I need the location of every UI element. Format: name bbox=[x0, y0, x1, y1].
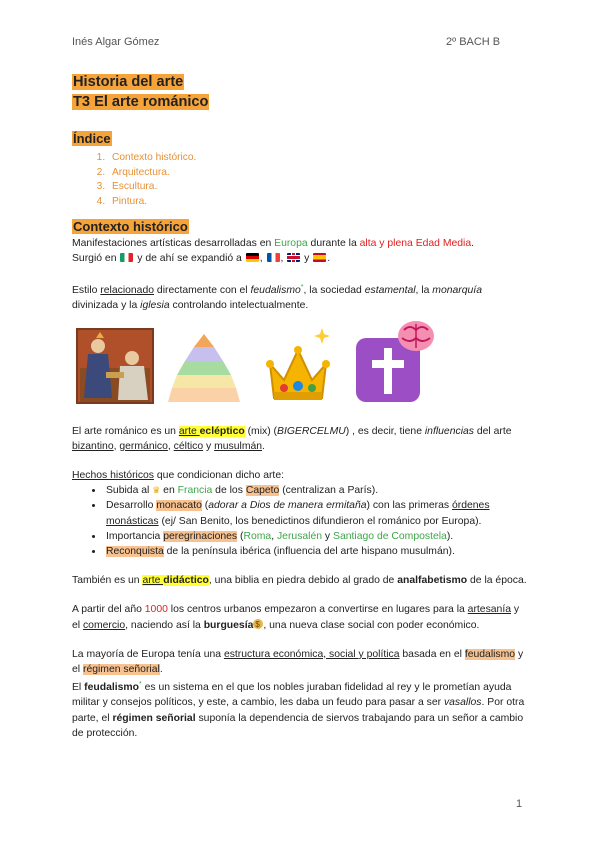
text: , bbox=[113, 440, 120, 452]
text: ) con las primeras bbox=[366, 500, 452, 512]
text: feudalismo bbox=[84, 682, 139, 694]
footnote-mark: * bbox=[139, 681, 142, 689]
text: que condicionan dicho arte: bbox=[154, 470, 284, 481]
text: de la península ibérica (influencia del arte hispano musulmán). bbox=[163, 546, 455, 558]
text: Surgió en bbox=[72, 252, 120, 264]
text: Francia bbox=[177, 485, 213, 497]
text: basada en el bbox=[399, 648, 465, 660]
paragraph bbox=[72, 573, 527, 588]
text: ( bbox=[201, 500, 209, 512]
text: ( bbox=[237, 530, 244, 542]
text: , la bbox=[415, 285, 433, 297]
text: vasallos bbox=[443, 697, 482, 709]
text: Estilo bbox=[72, 285, 101, 297]
text: y bbox=[301, 252, 313, 264]
context-heading: Contexto histórico bbox=[73, 218, 188, 234]
text: (ej/ San Benito, los benedictinos difundieron el románico por Europa). bbox=[158, 515, 482, 527]
index-item[interactable]: 1. Contexto histórico. bbox=[108, 151, 527, 166]
text-edad-media: alta y plena Edad Media bbox=[359, 237, 472, 249]
text: El arte románico es un bbox=[72, 425, 179, 437]
text: burguesía bbox=[203, 619, 254, 631]
title-line-2: T3 El arte románico bbox=[73, 94, 209, 110]
text: iglesia bbox=[140, 300, 170, 312]
facts-list bbox=[72, 483, 527, 559]
text: La mayoría de Europa tenía una bbox=[72, 648, 224, 660]
title-line-1: Historia del arte bbox=[73, 74, 184, 90]
text: y bbox=[203, 440, 215, 452]
text: A partir del año bbox=[72, 604, 145, 616]
text: régimen señorial bbox=[112, 712, 196, 724]
italy-flag-icon bbox=[120, 253, 133, 262]
text: Capeto bbox=[245, 485, 280, 497]
text: didáctico bbox=[163, 575, 209, 587]
paragraph bbox=[72, 251, 527, 266]
paragraph bbox=[72, 677, 527, 741]
index-list bbox=[72, 151, 527, 209]
text-europa: Europa bbox=[274, 237, 308, 249]
document-body bbox=[72, 72, 527, 741]
text: estructura económica, social y política bbox=[223, 648, 400, 660]
text: es un sistema en el que los nobles juraban fidelidad al rey y le prometían ayuda militar y consejos políticos, y este, a cambio, les daba un feudo para pasar a ser bbox=[72, 682, 512, 709]
text: Jerusalén bbox=[276, 530, 323, 542]
text: Santiago de Compostela bbox=[333, 530, 447, 542]
text: arte bbox=[178, 425, 200, 437]
text: 1000 bbox=[144, 604, 168, 616]
title-block bbox=[72, 72, 527, 112]
latin-cross-icon bbox=[352, 318, 438, 410]
text: órdenes monásticas bbox=[106, 500, 490, 527]
list-item bbox=[104, 498, 527, 528]
paragraph bbox=[72, 236, 527, 251]
text: de la época. bbox=[467, 575, 527, 587]
text: musulmán bbox=[214, 440, 263, 452]
text: suponía la dependencia de siervos trabajando para un señor a cambio de protección. bbox=[72, 712, 524, 739]
text: del arte bbox=[473, 425, 512, 437]
france-flag-icon bbox=[267, 253, 280, 262]
index-item[interactable]: 2. Arquitectura. bbox=[108, 166, 527, 181]
list-item bbox=[104, 483, 527, 498]
medieval-illustration bbox=[76, 328, 154, 404]
index-section bbox=[72, 130, 527, 210]
text: ) , es decir, tiene bbox=[345, 425, 425, 437]
uk-flag-icon bbox=[287, 253, 300, 262]
crown-icon bbox=[262, 324, 334, 408]
text: ). bbox=[446, 530, 454, 542]
text: , la sociedad bbox=[303, 285, 365, 297]
text: . bbox=[262, 440, 265, 452]
text: Reconquista bbox=[106, 546, 164, 558]
context-section bbox=[72, 218, 527, 741]
germany-flag-icon bbox=[246, 253, 259, 262]
text: Manifestaciones artísticas desarrolladas en bbox=[72, 237, 275, 249]
text: , una biblia en piedra debido al grado de bbox=[208, 575, 398, 587]
text: El bbox=[72, 682, 85, 694]
page-number: 1 bbox=[516, 798, 523, 810]
text: durante la bbox=[307, 237, 360, 249]
index-item[interactable]: 4. Pintura. bbox=[108, 195, 527, 210]
text: y de ahí se expandió a bbox=[134, 252, 245, 264]
text: régimen señorial bbox=[82, 664, 160, 676]
text: arte bbox=[142, 575, 164, 587]
text: También es un bbox=[72, 575, 143, 587]
text: céltico bbox=[173, 440, 204, 452]
text: los centros urbanos empezaron a convertirse en lugares para la bbox=[167, 604, 468, 616]
text: relacionado bbox=[100, 285, 155, 297]
text: divinizada y la bbox=[72, 300, 141, 312]
paragraph bbox=[72, 647, 527, 677]
text: feudalismo bbox=[250, 285, 301, 297]
index-item[interactable]: 3. Escultura. bbox=[108, 180, 527, 195]
text: comercio bbox=[82, 619, 126, 631]
text: . bbox=[471, 237, 475, 249]
list-item bbox=[104, 544, 527, 559]
text: feudalismo bbox=[464, 648, 516, 660]
text: y el bbox=[72, 604, 520, 631]
brain-icon bbox=[398, 321, 434, 351]
text: adorar a Dios de manera ermitaña bbox=[208, 500, 367, 512]
text: , una nueva clase social con poder económico. bbox=[263, 619, 480, 631]
text: BIGERCELMU bbox=[277, 425, 346, 437]
text: germánico bbox=[119, 440, 168, 452]
text: Importancia bbox=[106, 530, 164, 542]
text: monacato bbox=[156, 500, 202, 512]
text: influencias bbox=[424, 425, 474, 437]
text: monarquía bbox=[432, 285, 482, 297]
index-heading: Índice bbox=[73, 131, 111, 146]
text: (mix) ( bbox=[244, 425, 278, 437]
text: Subida al bbox=[106, 485, 153, 497]
image-strip bbox=[72, 322, 527, 410]
text: Hechos históricos bbox=[72, 470, 155, 481]
pyramid-illustration bbox=[168, 334, 240, 402]
text: . Por otra parte, el bbox=[72, 697, 525, 724]
text-ecleptico: ecléptico bbox=[199, 425, 245, 437]
text: peregrinaciones bbox=[163, 530, 238, 542]
text: analfabetismo bbox=[397, 575, 468, 587]
text: Roma bbox=[243, 530, 272, 542]
list-item bbox=[104, 529, 527, 544]
text: estamental bbox=[364, 285, 416, 297]
paragraph bbox=[72, 468, 527, 483]
text: . bbox=[327, 252, 331, 264]
text: de los bbox=[212, 485, 246, 497]
money-bag-icon bbox=[253, 619, 263, 629]
header-course: 2º BACH B bbox=[446, 36, 501, 48]
text: , naciendo así la bbox=[125, 619, 204, 631]
header-author: Inés Algar Gómez bbox=[72, 36, 160, 48]
text: controlando intelectualmente. bbox=[169, 300, 309, 312]
crown-icon: ♛ bbox=[152, 485, 161, 496]
text: y el bbox=[72, 648, 524, 676]
text: y bbox=[322, 530, 334, 542]
text: en bbox=[160, 485, 178, 497]
text: , bbox=[259, 252, 266, 264]
paragraph bbox=[72, 602, 527, 632]
footnote-mark: * bbox=[300, 284, 304, 292]
text: , bbox=[280, 252, 287, 264]
spain-flag-icon bbox=[313, 253, 326, 262]
paragraph bbox=[72, 280, 527, 313]
text: . bbox=[159, 664, 163, 676]
text: bizantino bbox=[72, 440, 114, 452]
text: directamente con el bbox=[154, 285, 251, 297]
text: Desarrollo bbox=[106, 500, 157, 512]
paragraph bbox=[72, 424, 527, 454]
text: artesanía bbox=[467, 604, 511, 616]
text: , bbox=[167, 440, 174, 452]
text: (centralizan a París). bbox=[279, 485, 379, 497]
text: , bbox=[271, 530, 277, 542]
